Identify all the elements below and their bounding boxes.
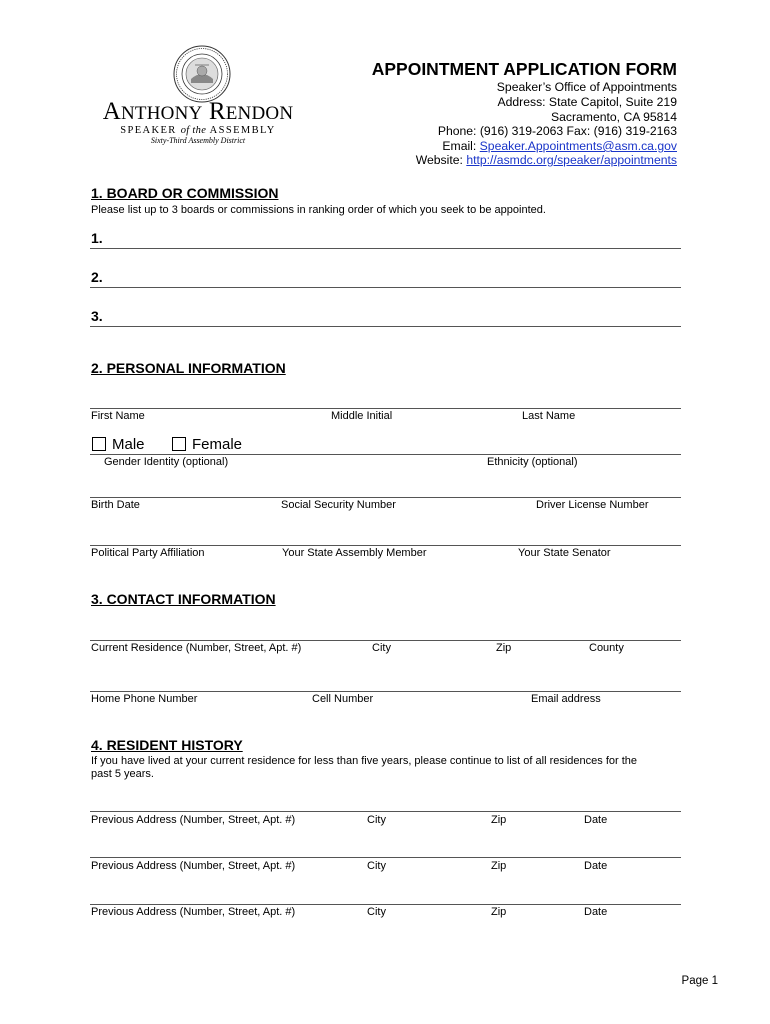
letterhead-name: ANTHONY RENDON	[102, 98, 294, 125]
assembly-seal-icon	[173, 45, 231, 103]
board-choice-1-label: 1.	[91, 230, 103, 246]
section1-heading: 1. BOARD OR COMMISSION	[91, 185, 279, 201]
assembly-member-label: Your State Assembly Member	[282, 547, 427, 559]
birth-ssn-license-field[interactable]	[90, 497, 681, 498]
female-label: Female	[192, 436, 243, 453]
birth-date-label: Birth Date	[91, 499, 140, 511]
residence-field[interactable]	[90, 640, 681, 641]
previous-city-3-label: City	[367, 906, 386, 918]
section3-heading: 3. CONTACT INFORMATION	[91, 591, 276, 607]
residence-label: Current Residence (Number, Street, Apt. #)	[91, 642, 302, 654]
previous-address-2-label: Previous Address (Number, Street, Apt. #)	[91, 860, 296, 872]
first-name-label: First Name	[91, 410, 145, 422]
page-number: Page 1	[681, 975, 718, 987]
previous-city-1-label: City	[367, 814, 386, 826]
female-checkbox[interactable]	[172, 437, 186, 451]
section4-heading: 4. RESIDENT HISTORY	[91, 737, 243, 753]
ssn-label: Social Security Number	[281, 499, 396, 511]
section1-instructions: Please list up to 3 boards or commissions in ranking order of which you seek to be appointed.	[91, 204, 546, 216]
section4-instructions-line1: If you have lived at your current residence for less than five years, please continue to list of all residences for the	[91, 755, 638, 767]
male-checkbox[interactable]	[92, 437, 106, 451]
ethnicity-label: Ethnicity (optional)	[487, 456, 578, 468]
previous-zip-1-label: Zip	[491, 814, 507, 826]
previous-date-1-label: Date	[584, 814, 608, 826]
phone-email-field[interactable]	[90, 691, 681, 692]
office-city: Sacramento, CA 95814	[550, 110, 677, 124]
previous-address-3-field[interactable]	[90, 904, 681, 905]
letterhead-title: SPEAKER of the ASSEMBLY	[120, 125, 276, 136]
office-name: Speaker’s Office of Appointments	[496, 80, 677, 94]
party-representatives-field[interactable]	[90, 545, 681, 546]
form-title: APPOINTMENT APPLICATION FORM	[371, 59, 677, 79]
zip-label: Zip	[496, 642, 512, 654]
board-choice-2-label: 2.	[91, 269, 103, 285]
board-choice-3-field[interactable]	[90, 326, 681, 327]
office-website: Website: http://asmdc.org/speaker/appointments	[415, 153, 677, 167]
previous-zip-3-label: Zip	[491, 906, 507, 918]
board-choice-3-label: 3.	[91, 308, 103, 324]
previous-address-3-label: Previous Address (Number, Street, Apt. #)	[91, 906, 296, 918]
party-label: Political Party Affiliation	[91, 547, 205, 559]
driver-license-label: Driver License Number	[536, 499, 649, 511]
office-address: Address: State Capitol, Suite 219	[497, 95, 677, 109]
previous-address-1-field[interactable]	[90, 811, 681, 812]
office-phone: Phone: (916) 319-2063 Fax: (916) 319-2163	[437, 124, 677, 138]
previous-address-1-label: Previous Address (Number, Street, Apt. #)	[91, 814, 296, 826]
county-label: County	[589, 642, 624, 654]
previous-address-2-field[interactable]	[90, 857, 681, 858]
home-phone-label: Home Phone Number	[91, 693, 198, 705]
last-name-label: Last Name	[522, 410, 576, 422]
previous-city-2-label: City	[367, 860, 386, 872]
website-link[interactable]: http://asmdc.org/speaker/appointments	[466, 153, 677, 167]
middle-initial-label: Middle Initial	[331, 410, 393, 422]
section2-heading: 2. PERSONAL INFORMATION	[91, 360, 286, 376]
letterhead-district: Sixty-Third Assembly District	[150, 136, 246, 145]
board-choice-1-field[interactable]	[90, 248, 681, 249]
email-address-label: Email address	[531, 693, 601, 705]
gender-ethnicity-field[interactable]	[90, 454, 681, 455]
city-label: City	[372, 642, 391, 654]
previous-date-2-label: Date	[584, 860, 608, 872]
senator-label: Your State Senator	[518, 547, 611, 559]
section4-instructions-line2: past 5 years.	[91, 768, 154, 780]
male-label: Male	[112, 436, 145, 453]
name-field[interactable]	[90, 408, 681, 409]
cell-label: Cell Number	[312, 693, 374, 705]
office-email: Email: Speaker.Appointments@asm.ca.gov	[442, 139, 677, 153]
board-choice-2-field[interactable]	[90, 287, 681, 288]
email-link[interactable]: Speaker.Appointments@asm.ca.gov	[479, 139, 677, 153]
previous-zip-2-label: Zip	[491, 860, 507, 872]
gender-identity-label: Gender Identity (optional)	[104, 456, 229, 468]
previous-date-3-label: Date	[584, 906, 608, 918]
